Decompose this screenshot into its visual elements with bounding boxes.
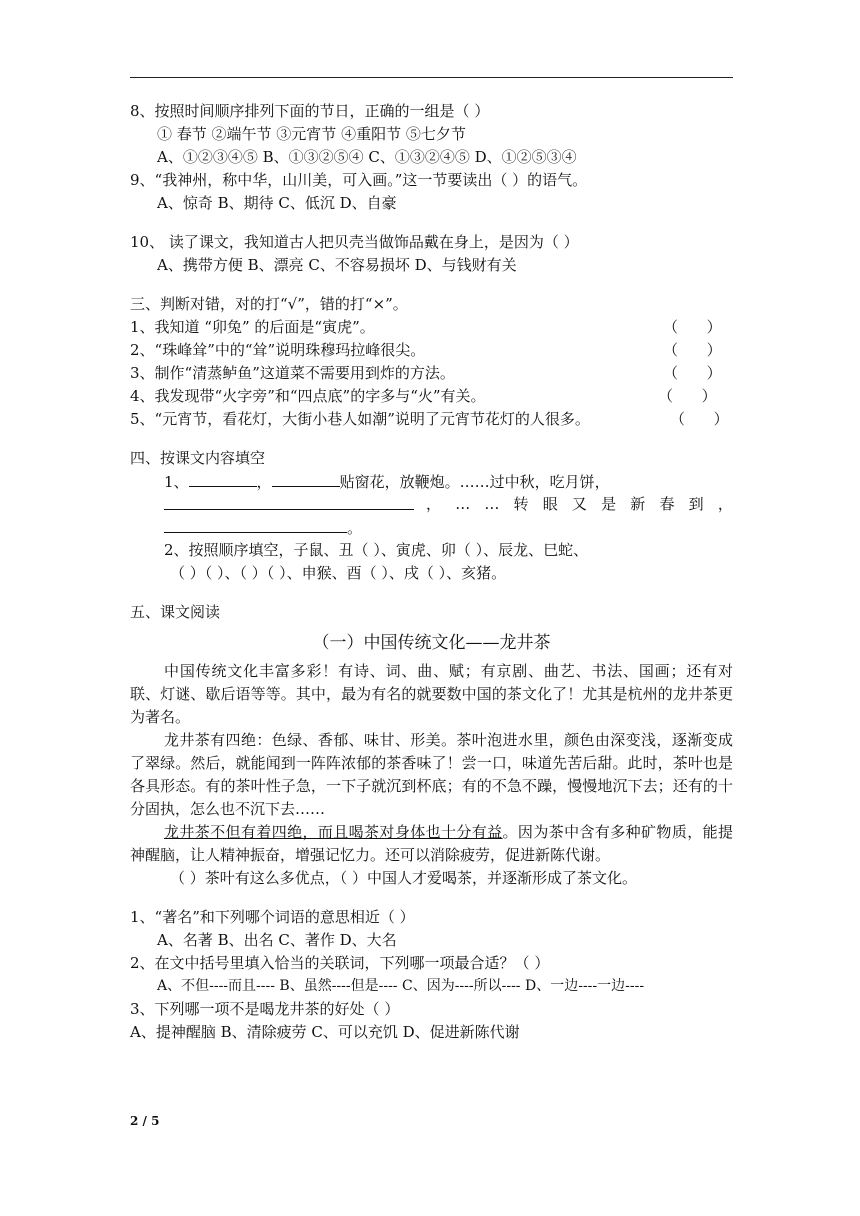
- answer-paren[interactable]: （ ）: [663, 341, 722, 359]
- judgement-text: 4、我发现带“火字旁”和“四点底”的字多与“火”有关。: [130, 387, 486, 405]
- judgement-text: 2、“珠峰耸”中的“耸”说明珠穆玛拉峰很尖。: [130, 341, 426, 359]
- judgement-text: 1、我知道 “卯兔” 的后面是“寅虎”。: [130, 318, 375, 336]
- judgement-item: [130, 316, 733, 339]
- q8-items: ① 春节 ②端午节 ③元宵节 ④重阳节 ⑤七夕节: [157, 125, 466, 143]
- passage-paragraph: 龙井茶不但有着四绝，而且喝茶对身体也十分有益。因为茶中含有多种矿物质，能提神醒脑，让人精神振奋，增强记忆力。还可以消除疲劳，促进新陈代谢。: [130, 823, 733, 864]
- reading-q2-stem: 2、在文中括号里填入恰当的关联词，下列哪一项最合适？（ ）: [130, 954, 550, 972]
- answer-paren[interactable]: （ ）: [663, 364, 722, 382]
- section4-heading: 四、按课文内容填空: [130, 449, 266, 467]
- fill-q1-line2: [130, 493, 733, 516]
- underlined-sentence: 龙井茶不但有着四绝，而且喝茶对身体也十分有益: [164, 823, 503, 841]
- reading-q1-options: A、名著 B、出名 C、著作 D、大名: [157, 931, 397, 949]
- fill-blank[interactable]: [164, 493, 414, 510]
- q8-options: A、①②③④⑤ B、①③②⑤④ C、①③②④⑤ D、①②⑤③④: [157, 148, 577, 166]
- fill-q2-line2: （ ）（ ）、（ ）（ ）、申猴、酉（ ）、戌（ ）、亥猪。: [170, 564, 507, 582]
- q10-options: A、携带方便 B、漂亮 C、不容易损坏 D、与钱财有关: [157, 256, 517, 274]
- fill-blank[interactable]: [164, 516, 347, 533]
- judgement-item: [130, 385, 733, 408]
- judgement-item: [130, 408, 733, 431]
- reading-q1-stem: 1、“著名”和下列哪个词语的意思相近（ ）: [130, 908, 415, 926]
- q10-stem: 10、 读了课文，我知道古人把贝壳当做饰品戴在身上，是因为（ ）: [130, 233, 579, 251]
- answer-paren[interactable]: （ ）: [663, 318, 722, 336]
- q9-stem: 9、“我神州，称中华，山川美，可入画。”这一节要读出（ ）的语气。: [130, 171, 588, 189]
- fill-q1-line1: 1、 ， 贴窗花，放鞭炮。……过中秋，吃月饼，: [130, 470, 733, 493]
- section3-heading: 三、判断对错，对的打“√”，错的打“×”。: [130, 295, 408, 313]
- reading-q3-options: A、提神醒脑 B、清除疲劳 C、可以充饥 D、促进新陈代谢: [130, 1023, 520, 1041]
- header-rule: [130, 77, 733, 78]
- answer-paren[interactable]: （ ）: [670, 410, 729, 428]
- passage-title: （一）中国传统文化——龙井茶: [312, 633, 551, 653]
- passage-paragraph: （ ）茶叶有这么多优点，（ ）中国人才爱喝茶，并逐渐形成了茶文化。: [170, 869, 638, 887]
- section5-heading: 五、课文阅读: [130, 603, 221, 621]
- page-number: 2 / 5: [130, 1114, 160, 1128]
- document-body: [130, 100, 733, 1044]
- passage-paragraph: 中国传统文化丰富多彩！有诗、词、曲、赋；有京剧、曲艺、书法、国画；还有对联、灯谜、歇后语等等。其中，最为有名的就要数中国的茶文化了！尤其是杭州的龙井茶更为著名。: [130, 662, 733, 726]
- judgement-item: [130, 362, 733, 385]
- q8-stem: 8、按照时间顺序排列下面的节日，正确的一组是（ ）: [130, 102, 490, 120]
- q9-options: A、惊奇 B、期待 C、低沉 D、自豪: [157, 194, 397, 212]
- fill-q1-tail: ， … … 转 眼 又 是 新 春 到 ，: [426, 495, 733, 513]
- reading-q2-options: A、不但----而且---- B、虽然----但是---- C、因为----所以---- D、一边----一边----: [157, 978, 645, 994]
- reading-q3-stem: 3、下列哪一项不是喝龙井茶的好处（ ）: [130, 1000, 400, 1018]
- passage-paragraph: 龙井茶有四绝：色绿、香郁、味甘、形美。茶叶泡进水里，颜色由深变浅，逐渐变成了翠绿。然后，就能闻到一阵阵浓郁的茶香味了！尝一口，味道先苦后甜。此时，茶叶也是各具形态。有的茶叶性子急，一下子就沉到杯底；有的不急不躁，慢慢地沉下去；还有的十分固执，怎么也不沉下去……: [130, 731, 733, 818]
- fill-blank[interactable]: [189, 470, 257, 487]
- fill-q2-line1: 2、按照顺序填空，子鼠、丑（ ）、寅虎、卯（ ）、辰龙、巳蛇、: [164, 541, 589, 559]
- judgement-item: [130, 339, 733, 362]
- fill-q1-line3: 。: [130, 516, 733, 539]
- judgement-text: 3、制作“清蒸鲈鱼”这道菜不需要用到炸的方法。: [130, 364, 455, 382]
- answer-paren[interactable]: （ ）: [658, 387, 717, 405]
- fill-blank[interactable]: [272, 470, 340, 487]
- judgement-text: 5、“元宵节，看花灯，大街小巷人如潮”说明了元宵节花灯的人很多。: [130, 410, 590, 428]
